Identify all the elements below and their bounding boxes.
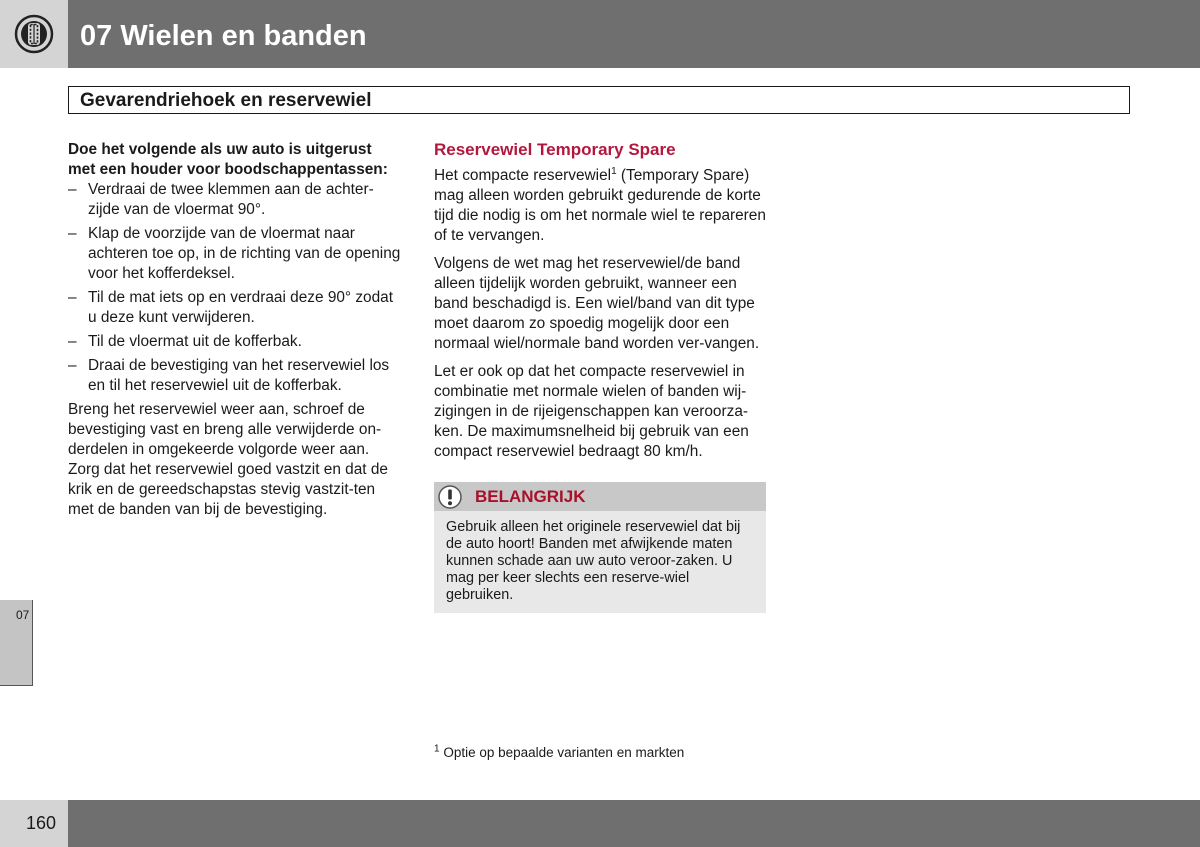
step-text: Til de mat iets op en verdraai deze 90° zodat u deze kunt verwijderen.: [88, 289, 394, 326]
instructions-heading: Doe het volgende als uw auto is uitgerust met een houder voor boodschappentassen:: [68, 141, 388, 178]
step-item: – Til de vloermat uit de kofferbak.: [68, 333, 302, 350]
footnote-text: Optie op bepaalde varianten en markten: [439, 745, 685, 760]
warning-box: [434, 482, 766, 613]
warning-label: BELANGRIJK: [475, 487, 586, 506]
middle-column: [434, 140, 769, 613]
header-bar: [0, 0, 1200, 68]
step-item: – Klap de voorzijde van de vloermat naar achteren toe op, in de richting van de opening voor het kofferdeksel.: [68, 225, 401, 282]
step-text: Klap de voorzijde van de vloermat naar achteren toe op, in de richting van de opening voor het kofferdeksel.: [88, 225, 401, 282]
exclamation-icon: [438, 485, 462, 509]
page-number-box: [0, 800, 68, 847]
body-paragraph: Breng het reservewiel weer aan, schroef de bevestiging vast en breng alle verwijderde on-derdelen in omgekeerde volgorde weer aan. Zorg dat het reservewiel goed vastzit en dat de krik en de gereedschapstas stevig vastzit-ten met de banden van bij de bevestiging.: [68, 401, 388, 518]
footnote-number: 1: [434, 743, 440, 755]
section-title: Gevarendriehoek en reservewiel: [80, 90, 372, 111]
p1-text: Het compacte reservewiel: [434, 167, 612, 184]
warning-header: [434, 482, 766, 511]
wheel-icon: [14, 14, 54, 54]
page-number: 160: [26, 813, 57, 833]
p1-text-rest: (Temporary Spare) mag alleen worden gebruikt gedurende de korte tijd die nodig is om het normale wiel te repareren of te vervangen.: [434, 167, 766, 244]
chapter-icon-box: [0, 0, 68, 68]
step-item: – Til de mat iets op en verdraai deze 90° zodat u deze kunt verwijderen.: [68, 289, 394, 326]
subsection-heading: Reservewiel Temporary Spare: [434, 140, 676, 159]
step-text: Verdraai de twee klemmen aan de achter-zijde van de vloermat 90°.: [88, 181, 374, 218]
step-text: Draai de bevestiging van het reservewiel los en til het reservewiel uit de kofferbak.: [88, 357, 390, 394]
body-paragraph: Volgens de wet mag het reservewiel/de band alleen tijdelijk worden gebruikt, wanneer een band beschadigd is. Een wiel/band van dit type moet daarom zo spoedig mogelijk door een normaal wiel/normale band worden ver-vangen.: [434, 255, 760, 352]
left-column: [68, 140, 403, 528]
step-item: – Verdraai de twee klemmen aan de achter-zijde van de vloermat 90°.: [68, 181, 374, 218]
body-paragraph: Let er ook op dat het compacte reservewiel in combinatie met normale wielen of banden wij-zigingen in de rijeigenschappen kan veroorza-ken. De maximumsnelheid bij gebruik van een compact reservewiel bedraagt 80 km/h.: [434, 363, 749, 460]
step-text: Til de vloermat uit de kofferbak.: [88, 333, 302, 350]
section-title-box: [68, 86, 1130, 114]
side-tab-label: 07: [16, 608, 30, 622]
footer-bar: [0, 800, 1200, 847]
chapter-title: 07 Wielen en banden: [80, 20, 367, 52]
body-paragraph: [434, 166, 769, 246]
warning-text: Gebruik alleen het originele reservewiel dat bij de auto hoort! Banden met afwijkende maten kunnen schade aan uw auto veroor-zaken. U mag per keer slechts een reserve-wiel gebruiken.: [446, 519, 741, 603]
chapter-side-tab: [0, 600, 33, 686]
footnote: [434, 745, 684, 761]
footnote-marker: 1: [611, 165, 617, 177]
step-item: – Draai de bevestiging van het reservewiel los en til het reservewiel uit de kofferbak.: [68, 357, 390, 394]
steps-list: [68, 180, 403, 396]
